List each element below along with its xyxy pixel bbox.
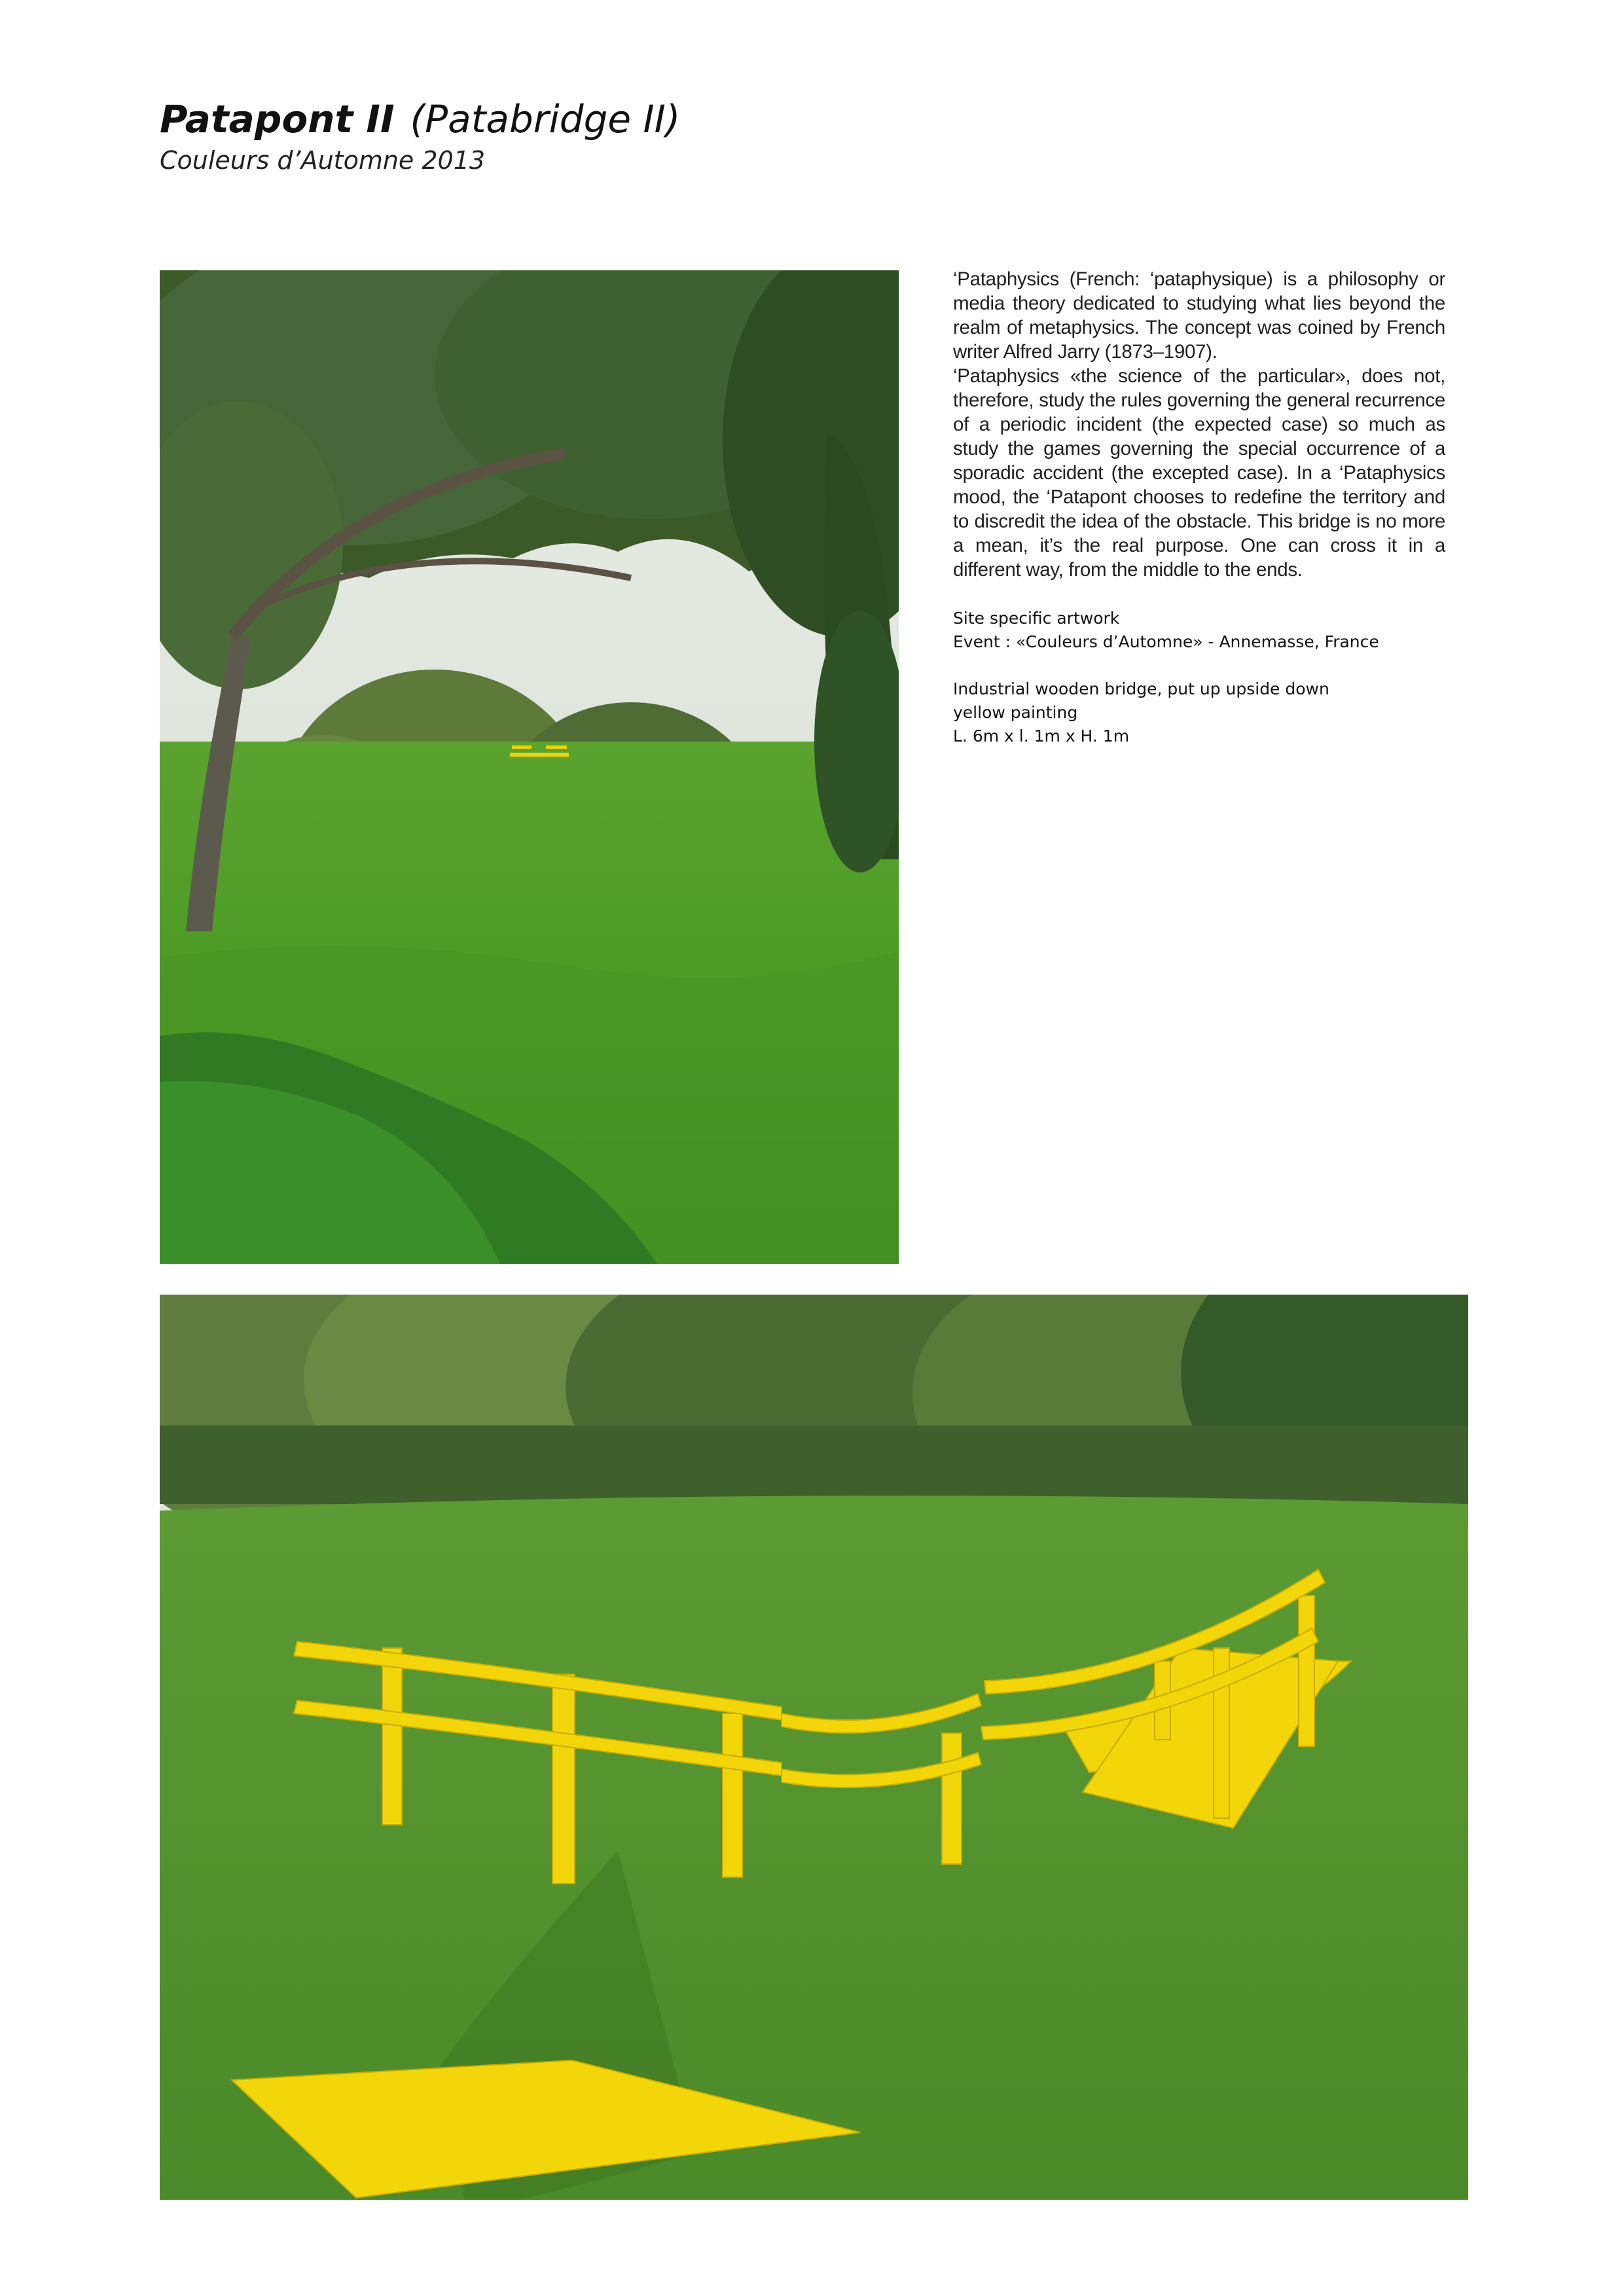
artwork-material: Industrial wooden bridge, put up upside down: [953, 679, 1329, 698]
description-paragraph: ‘Pataphysics «the science of the particular», does not, therefore, study the rules governing the general recurrence of a periodic incident (the expected case) so much as study the games governing the special occurrence of a sporadic accident (the excepted case). In a ‘Pataphysics mood, the ‘Patapont chooses to redefine the territory and to discredit the idea of the obstacle. This bridge is no more a mean, it’s the real purpose. One can cross it in a different way, from the middle to the ends.: [953, 365, 1445, 581]
artwork-context: [953, 607, 1445, 654]
artwork-title-translation: (Patabridge II): [410, 97, 681, 141]
artwork-description: [953, 267, 1445, 748]
description-body: [953, 267, 1445, 582]
artwork-title: Patapont II: [160, 97, 395, 141]
artwork-specs: [953, 677, 1445, 748]
artwork-dimensions: L. 6m x l. 1m x H. 1m: [953, 726, 1130, 745]
header: [160, 96, 680, 177]
bridge-closeup-photo: [160, 1295, 1468, 2200]
artwork-event: Event : «Couleurs d’Automne» - Annemasse, France: [953, 632, 1379, 651]
page-title: [160, 96, 680, 143]
artwork-type: Site specific artwork: [953, 609, 1120, 628]
park-photo-distant-bridge: [160, 270, 899, 1264]
artwork-finish: yellow painting: [953, 703, 1078, 722]
description-paragraph: ‘Pataphysics (French: ‘pataphysique) is a philosophy or media theory dedicated to studying what lies beyond the realm of metaphysics. The concept was coined by French writer Alfred Jarry (1873–1907).: [953, 268, 1445, 363]
event-subtitle: Couleurs d’Automne 2013: [160, 146, 486, 175]
